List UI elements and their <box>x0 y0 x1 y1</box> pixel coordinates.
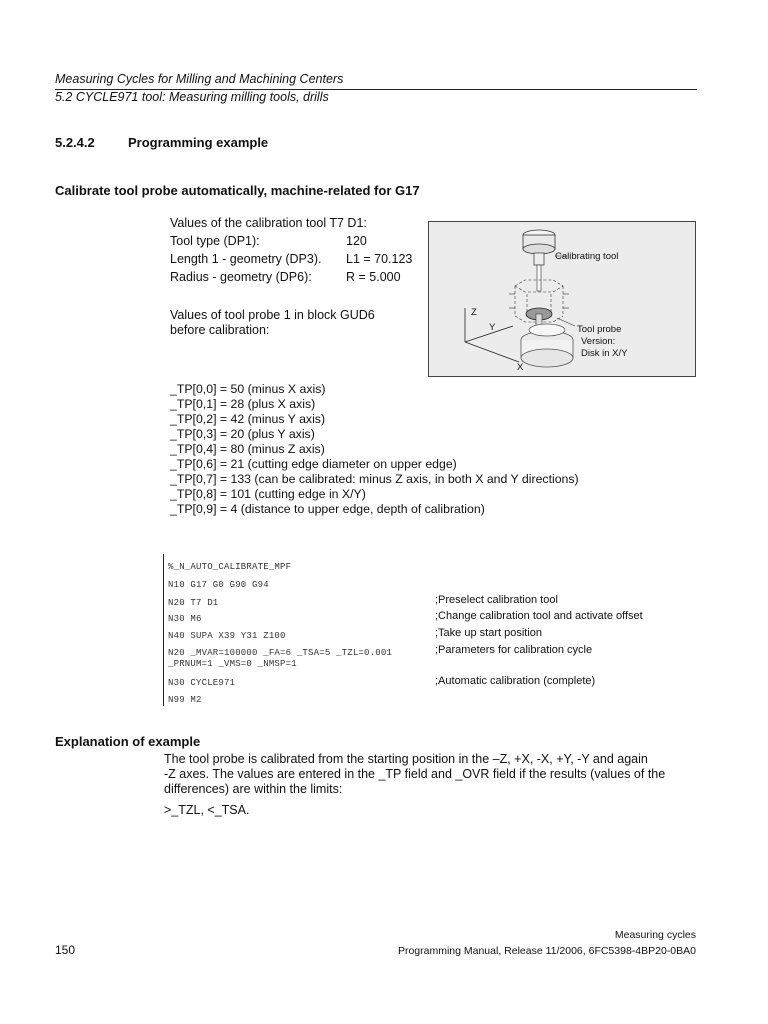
label-disk: Disk in X/Y <box>581 348 628 359</box>
cal-row-label: Tool type (DP1): <box>170 234 260 248</box>
code-comment: ;Automatic calibration (complete) <box>435 675 596 687</box>
calibration-figure <box>428 221 696 377</box>
footer-line1: Measuring cycles <box>614 929 696 941</box>
section-title: Programming example <box>128 135 269 150</box>
running-header-subtitle: 5.2 CYCLE971 tool: Measuring milling tools, drills <box>55 90 329 104</box>
label-calibrating-tool: Calibrating tool <box>555 251 619 262</box>
code-comment: ;Preselect calibration tool <box>435 594 558 606</box>
code-line: N30 M6 <box>168 614 202 624</box>
code-comment: ;Parameters for calibration cycle <box>435 644 593 656</box>
tp-line: _TP[0,2] = 42 (minus Y axis) <box>170 412 326 426</box>
explanation-title: Explanation of example <box>55 734 201 749</box>
label-version: Version: <box>581 336 616 347</box>
code-line: N40 SUPA X39 Y31 Z100 <box>168 631 286 641</box>
code-line: N20 _MVAR=100000 _FA=6 _TSA=5 _TZL=0.001 <box>168 648 393 658</box>
code-comment: ;Change calibration tool and activate offset <box>435 610 643 622</box>
explanation-line: The tool probe is calibrated from the starting position in the –Z, +X, -X, +Y, -Y and again <box>164 752 648 766</box>
tp-line: _TP[0,8] = 101 (cutting edge in X/Y) <box>170 487 366 501</box>
tp-line: _TP[0,7] = 133 (can be calibrated: minus Z axis, in both X and Y directions) <box>170 472 579 486</box>
probe-diagram <box>429 222 695 376</box>
explanation-limits: >_TZL, <_TSA. <box>164 803 250 817</box>
probe-intro-line: Values of tool probe 1 in block GUD6 <box>170 308 375 322</box>
axis-y-label: Y <box>489 322 496 333</box>
tp-line: _TP[0,6] = 21 (cutting edge diameter on upper edge) <box>170 457 457 471</box>
probe-intro-line: before calibration: <box>170 323 270 337</box>
axis-z-label: Z <box>471 307 477 318</box>
code-block-rule <box>163 554 164 706</box>
footer-line2: Programming Manual, Release 11/2006, 6FC5398-4BP20-0BA0 <box>397 945 696 957</box>
cal-row-value: R = 5.000 <box>346 270 401 284</box>
code-line: %_N_AUTO_CALIBRATE_MPF <box>168 562 292 572</box>
code-comment: ;Take up start position <box>435 627 543 639</box>
code-line-continued: _PRNUM=1 _VMS=0 _NMSP=1 <box>168 659 297 669</box>
explanation-line: differences) are within the limits: <box>164 782 343 796</box>
cal-row-value: 120 <box>346 234 367 248</box>
tp-line: _TP[0,3] = 20 (plus Y axis) <box>170 427 315 441</box>
tp-line: _TP[0,9] = 4 (distance to upper edge, depth of calibration) <box>170 502 485 516</box>
tp-line: _TP[0,1] = 28 (plus X axis) <box>170 397 316 411</box>
axis-x-label: X <box>517 362 524 373</box>
running-header-title: Measuring Cycles for Milling and Machining Centers <box>55 72 344 86</box>
code-line: N10 G17 G0 G90 G94 <box>168 580 269 590</box>
code-line: N20 T7 D1 <box>168 598 219 608</box>
calibration-heading: Values of the calibration tool T7 D1: <box>170 216 367 230</box>
cal-row-value: L1 = 70.123 <box>346 252 413 266</box>
code-line: N99 M2 <box>168 695 202 705</box>
section-number: 5.2.4.2 <box>55 135 95 150</box>
label-tool-probe: Tool probe <box>577 324 622 335</box>
code-line: N30 CYCLE971 <box>168 678 236 688</box>
explanation-line: -Z axes. The values are entered in the _TP field and _OVR field if the results (values of the <box>164 767 666 781</box>
cal-row-label: Length 1 - geometry (DP3). <box>170 252 322 266</box>
subsection-title: Calibrate tool probe automatically, machine-related for G17 <box>55 183 420 198</box>
tp-line: _TP[0,0] = 50 (minus X axis) <box>170 382 326 396</box>
cal-row-label: Radius - geometry (DP6): <box>170 270 312 284</box>
page-number: 150 <box>55 943 76 957</box>
tp-line: _TP[0,4] = 80 (minus Z axis) <box>170 442 325 456</box>
